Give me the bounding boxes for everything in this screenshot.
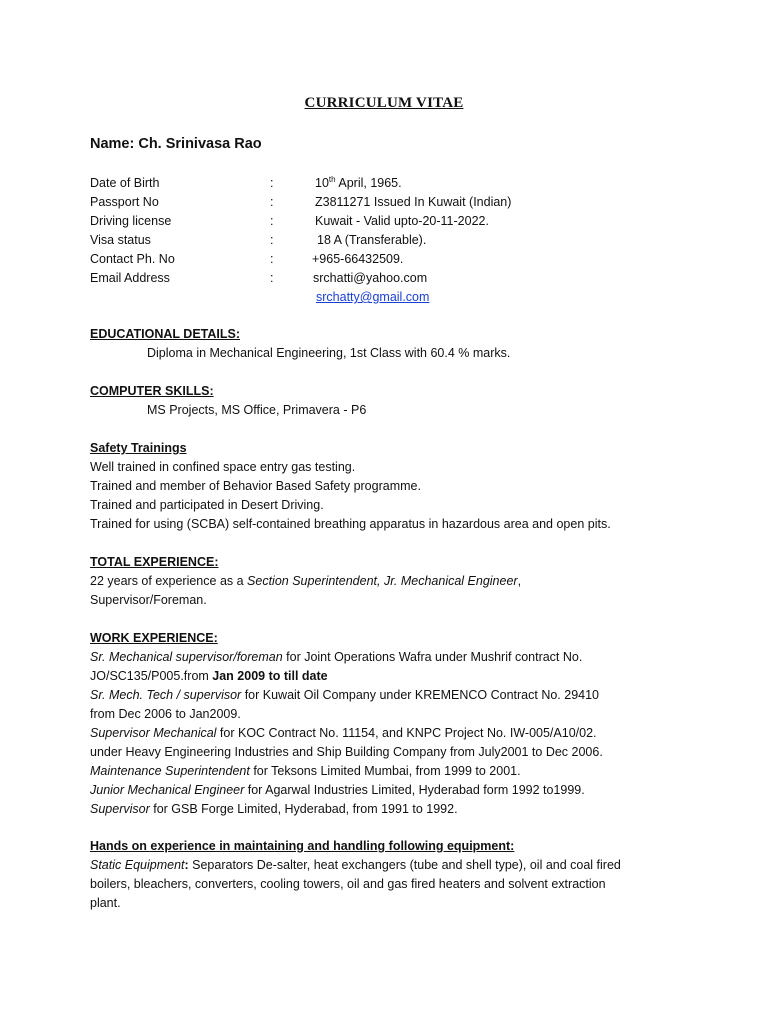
- work-line: Sr. Mech. Tech / supervisor for Kuwait Oil Company under KREMENCO Contract No. 29410: [90, 688, 600, 702]
- contact-row: [90, 250, 710, 269]
- passport-label: Passport No: [90, 195, 159, 209]
- equipment-heading: Hands on experience in maintaining and handling following equipment:: [90, 839, 515, 853]
- colon: :: [270, 214, 274, 228]
- email-value: srchatti@yahoo.com: [313, 271, 428, 285]
- work-line: from Dec 2006 to Jan2009.: [90, 707, 241, 721]
- dob-row: [90, 174, 710, 193]
- education-heading: EDUCATIONAL DETAILS:: [90, 327, 240, 341]
- safety-heading: Safety Trainings: [90, 441, 187, 455]
- colon: :: [270, 233, 274, 247]
- education-text: Diploma in Mechanical Engineering, 1st Class with 60.4 % marks.: [147, 346, 511, 360]
- total-experience-heading: TOTAL EXPERIENCE:: [90, 555, 219, 569]
- document-title: CURRICULUM VITAE: [304, 95, 464, 111]
- passport-row: [90, 193, 710, 212]
- contact-value: +965-66432509.: [312, 252, 404, 266]
- work-line: Junior Mechanical Engineer for Agarwal Industries Limited, Hyderabad form 1992 to1999.: [90, 783, 585, 797]
- safety-line: Trained and member of Behavior Based Safety programme.: [90, 479, 421, 493]
- license-value: Kuwait - Valid upto-20-11-2022.: [315, 214, 489, 228]
- work-line: Supervisor for GSB Forge Limited, Hyderabad, from 1991 to 1992.: [90, 802, 458, 816]
- visa-label: Visa status: [90, 233, 151, 247]
- candidate-name: Name: Ch. Srinivasa Rao: [90, 136, 262, 152]
- computer-skills-text: MS Projects, MS Office, Primavera - P6: [147, 403, 367, 417]
- equipment-line: Static Equipment: Separators De-salter, heat exchangers (tube and shell type), oil and coal fired: [90, 858, 621, 872]
- safety-line: Trained for using (SCBA) self-contained breathing apparatus in hazardous area and open pits.: [90, 517, 611, 531]
- visa-row: [90, 231, 710, 250]
- work-line: under Heavy Engineering Industries and Ship Building Company from July2001 to Dec 2006.: [90, 745, 603, 759]
- email-secondary-link[interactable]: srchatty@gmail.com: [316, 290, 430, 304]
- equipment-line: plant.: [90, 896, 121, 910]
- work-line: JO/SC135/P005.from Jan 2009 to till date: [90, 669, 328, 683]
- safety-line: Trained and participated in Desert Driving.: [90, 498, 324, 512]
- passport-value: Z3811271 Issued In Kuwait (Indian): [315, 195, 512, 209]
- colon: :: [270, 271, 274, 285]
- total-experience-line: Supervisor/Foreman.: [90, 593, 207, 607]
- dob-value: 10th April, 1965.: [315, 174, 402, 190]
- work-line: Maintenance Superintendent for Teksons Limited Mumbai, from 1999 to 2001.: [90, 764, 521, 778]
- colon: :: [270, 195, 274, 209]
- license-row: [90, 212, 710, 231]
- safety-line: Well trained in confined space entry gas testing.: [90, 460, 356, 474]
- work-line: Supervisor Mechanical for KOC Contract No. 11154, and KNPC Project No. IW-005/A10/02.: [90, 726, 597, 740]
- colon: :: [270, 176, 274, 190]
- computer-skills-heading: COMPUTER SKILLS:: [90, 384, 214, 398]
- email-secondary-row: [90, 288, 710, 307]
- license-label: Driving license: [90, 214, 172, 228]
- colon: :: [270, 252, 274, 266]
- email-label: Email Address: [90, 271, 170, 285]
- dob-label: Date of Birth: [90, 176, 160, 190]
- visa-value: 18 A (Transferable).: [317, 233, 427, 247]
- total-experience-line: 22 years of experience as a Section Superintendent, Jr. Mechanical Engineer,: [90, 574, 522, 588]
- work-experience-heading: WORK EXPERIENCE:: [90, 631, 218, 645]
- email-row: [90, 269, 710, 288]
- contact-label: Contact Ph. No: [90, 252, 175, 266]
- work-line: Sr. Mechanical supervisor/foreman for Joint Operations Wafra under Mushrif contract No.: [90, 650, 583, 664]
- equipment-line: boilers, bleachers, converters, cooling towers, oil and gas fired heaters and solvent extraction: [90, 877, 606, 891]
